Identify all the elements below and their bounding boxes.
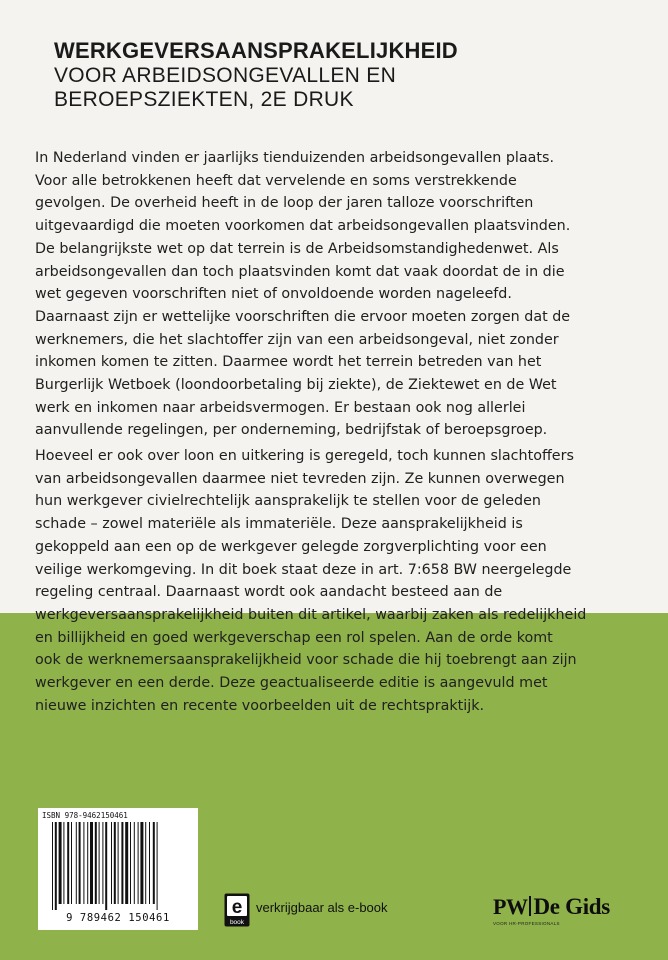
- barcode-bar: [102, 822, 103, 904]
- ebook-icon-letter: e: [231, 897, 243, 918]
- publisher-logo: [493, 894, 610, 920]
- text-line: hun werkgever civielrechtelijk aansprakelijk te stellen voor de geleden: [35, 493, 541, 510]
- barcode-bar: [157, 822, 158, 910]
- barcode-bar: [140, 822, 143, 904]
- barcode-bar: [114, 822, 116, 904]
- text-line: werk en inkomen naar arbeidsvermogen. Er bestaan ook nog allerlei: [35, 399, 526, 416]
- title-subtitle-line-1: VOOR ARBEIDSONGEVALLEN EN: [54, 64, 397, 87]
- barcode-bar: [145, 822, 146, 904]
- logo-divider: [529, 896, 531, 916]
- barcode-bar: [55, 822, 57, 910]
- isbn-barcode-box: [38, 808, 198, 930]
- text-line: schade – zowel materiële als immateriële. Deze aansprakelijkheid is: [35, 516, 523, 533]
- barcode-bar: [118, 822, 119, 904]
- barcode-bar: [63, 822, 64, 904]
- book-title: [54, 38, 634, 112]
- barcode-bar: [67, 822, 69, 904]
- barcode-bar: [111, 822, 112, 904]
- title-main: WERKGEVERSAANSPRAKELIJKHEID: [54, 38, 458, 63]
- publisher-de-gids: De Gids: [533, 894, 610, 919]
- barcode-bar: [138, 822, 139, 904]
- ebook-icon: [224, 893, 250, 927]
- text-line: nieuwe inzichten en recente voorbeelden uit de rechtspraktijk.: [35, 697, 485, 714]
- text-line: regeling centraal. Daarnaast wordt ook aandacht besteed aan de: [35, 584, 503, 601]
- barcode-bar: [134, 822, 135, 904]
- text-line: werkgever en een derde. Deze geactualiseerde editie is aangevuld met: [35, 675, 548, 692]
- text-line: veilige werkomgeving. In dit boek staat deze in art. 7:658 BW neergelegde: [35, 561, 572, 578]
- publisher-tagline: VOOR HR-PROFESSIONALS: [493, 921, 560, 926]
- text-line: De belangrijkste wet op dat terrein is de Arbeidsomstandighedenwet. Als: [35, 240, 559, 257]
- text-line: In Nederland vinden er jaarlijks tienduizenden arbeidsongevallen plaats.: [35, 150, 555, 166]
- barcode-bar: [105, 822, 107, 910]
- barcode-bar: [95, 822, 97, 904]
- barcode-bar: [87, 822, 88, 904]
- isbn-label: ISBN 978-9462150461: [42, 811, 128, 820]
- barcode-bar: [130, 822, 131, 904]
- barcode-icon: [50, 822, 186, 910]
- text-line: Daarnaast zijn er wettelijke voorschriften die ervoor moeten zorgen dat de: [35, 308, 571, 325]
- ebook-icon-caption: book: [229, 919, 245, 926]
- ebook-availability-text: verkrijgbaar als e-book: [256, 900, 388, 915]
- description-paragraph-2: [35, 445, 635, 717]
- text-line: gekoppeld aan een op de werkgever gelegde zorgverplichting voor een: [35, 538, 547, 555]
- barcode-bar: [83, 822, 84, 904]
- text-line: Burgerlijk Wetboek (loondoorbetaling bij ziekte), de Ziektewet en de Wet: [35, 377, 557, 394]
- text-line: wet gegeven voorschriften niet of onvoldoende worden nageleefd.: [35, 286, 512, 303]
- text-line: gevolgen. De overheid heeft in de loop der jaren talloze voorschriften: [35, 195, 534, 212]
- barcode-bar: [52, 822, 53, 910]
- barcode-bar: [99, 822, 100, 904]
- text-line: werknemers, die het slachtoffer zijn van een arbeidsongeval, niet zonder: [35, 331, 559, 348]
- barcode-bar: [71, 822, 72, 904]
- barcode-bar: [90, 822, 93, 904]
- title-subtitle-line-2: BEROEPSZIEKTEN, 2E DRUK: [54, 88, 354, 111]
- barcode-bar: [59, 822, 62, 904]
- barcode-bar: [125, 822, 128, 904]
- text-line: arbeidsongevallen dan toch plaatsvinden komt dat vaak doordat de in die: [35, 263, 565, 280]
- barcode-bar: [121, 822, 123, 904]
- barcode-bar: [153, 822, 155, 904]
- barcode-bar: [149, 822, 150, 904]
- text-line: uitgevaardigd die moeten voorkomen dat arbeidsongevallen plaatsvinden.: [35, 218, 571, 235]
- text-line: werkgeversaansprakelijkheid buiten dit artikel, waarbij zaken als redelijkheid: [35, 606, 587, 623]
- text-line: inkomen komen te zitten. Daarmee wordt het terrein betreden van het: [35, 354, 542, 371]
- description-paragraph-1: [35, 147, 635, 442]
- text-line: ook de werknemersaansprakelijkheid voor schade die hij toebrengt aan zijn: [35, 652, 577, 669]
- text-line: Hoeveel er ook over loon en uitkering is geregeld, toch kunnen slachtoffers: [35, 448, 574, 464]
- text-line: aanvullende regelingen, per onderneming, bedrijfstak of beroepsgroep.: [35, 422, 548, 439]
- barcode-bar: [76, 822, 77, 904]
- text-line: van arbeidsongevallen daarmee niet tevreden zijn. Ze kunnen overwegen: [35, 470, 565, 487]
- barcode-digits: 9 789462 150461: [66, 912, 170, 924]
- text-line: Voor alle betrokkenen heeft dat vervelende en soms verstrekkende: [35, 172, 517, 189]
- text-line: en billijkheid en goed werkgeverschap een rol spelen. Aan de orde komt: [35, 629, 553, 646]
- publisher-pw: PW: [493, 894, 528, 919]
- barcode-bar: [79, 822, 81, 904]
